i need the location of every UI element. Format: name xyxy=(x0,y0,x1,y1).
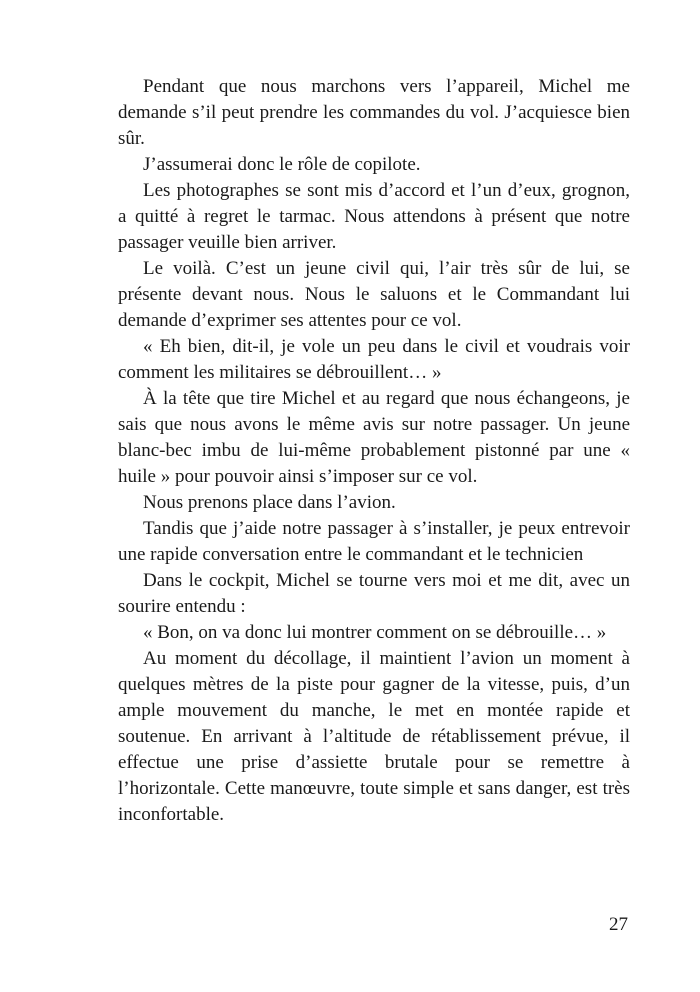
page-number: 27 xyxy=(609,914,628,935)
page-body xyxy=(118,74,630,828)
paragraph-9: Dans le cockpit, Michel se tourne vers moi et me dit, avec un sourire entendu : xyxy=(118,570,630,617)
paragraph-11: Au moment du décollage, il maintient l’avion un moment à quelques mètres de la piste pour gagner de la vitesse, puis, d’un ample mouvement du manche, le met en montée rapide et soutenue. En arrivant à l’altitude de rétablissement prévue, il effectue une prise d’assiette brutale pour se remettre à l’horizontale. Cette manœuvre, toute simple et sans danger, est très inconfortable. xyxy=(118,648,630,825)
paragraph-5: « Eh bien, dit-il, je vole un peu dans le civil et voudrais voir comment les militaires se débrouillent… » xyxy=(118,336,630,383)
paragraph-4: Le voilà. C’est un jeune civil qui, l’air très sûr de lui, se présente devant nous. Nous le saluons et le Commandant lui demande d’exprimer ses attentes pour ce vol. xyxy=(118,258,630,331)
paragraph-2: J’assumerai donc le rôle de copilote. xyxy=(143,154,421,175)
paragraph-8: Tandis que j’aide notre passager à s’installer, je peux entrevoir une rapide conversation entre le commandant et le technicien xyxy=(118,518,630,565)
paragraph-1: Pendant que nous marchons vers l’appareil, Michel me demande s’il peut prendre les commandes du vol. J’acquiesce bien sûr. xyxy=(118,76,630,149)
paragraph-10: « Bon, on va donc lui montrer comment on se débrouille… » xyxy=(143,622,607,643)
paragraph-6: À la tête que tire Michel et au regard que nous échangeons, je sais que nous avons le même avis sur notre passager. Un jeune blanc-bec imbu de lui-même probablement pistonné par une « huile » pour pouvoir ainsi s’imposer sur ce vol. xyxy=(118,388,630,487)
paragraph-3: Les photographes se sont mis d’accord et l’un d’eux, grognon, a quitté à regret le tarmac. Nous attendons à présent que notre passager veuille bien arriver. xyxy=(118,180,630,253)
paragraph-7: Nous prenons place dans l’avion. xyxy=(143,492,396,513)
